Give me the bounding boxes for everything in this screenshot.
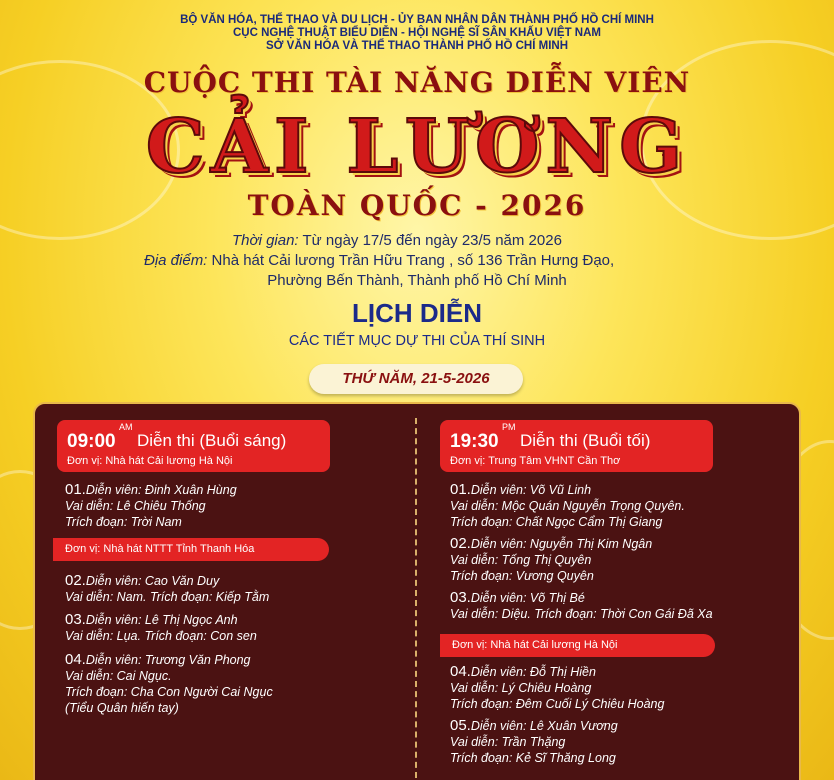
entry-excerpt: Trích đoạn: Chất Ngọc Cẩm Thị Giang bbox=[450, 515, 663, 529]
list-item bbox=[450, 590, 713, 622]
entry-excerpt: Trích đoạn: Đêm Cuối Lý Chiêu Hoàng bbox=[450, 697, 665, 711]
organizer-line-3: SỞ VĂN HÓA VÀ THỂ THAO THÀNH PHỐ HỒ CHÍ MINH bbox=[266, 40, 568, 52]
entry-note: (Tiểu Quân hiến tay) bbox=[65, 701, 179, 715]
organizer-line-2: CỤC NGHỆ THUẬT BIỂU DIỄN - HỘI NGHỆ SĨ SÂN KHẤU VIỆT NAM bbox=[232, 27, 601, 39]
list-item bbox=[65, 573, 269, 605]
entry-role: Vai diễn: Tống Thị Quyên bbox=[450, 553, 592, 567]
entry-number: 03. bbox=[65, 611, 86, 628]
entry-role: Vai diễn: Diệu. Trích đoạn: Thời Con Gái Đã Xa bbox=[450, 607, 713, 621]
place-label: Địa điểm: bbox=[144, 252, 208, 269]
entry-number: 02. bbox=[65, 572, 86, 589]
evening-session-header bbox=[440, 420, 713, 472]
entry-actor: Diễn viên: Lê Xuân Vương bbox=[470, 719, 618, 733]
unit-bar: Đơn vị: Nhà hát Cải lương Hà Nội bbox=[440, 634, 715, 657]
place-info bbox=[144, 250, 614, 271]
session-unit: Đơn vị: Trung Tâm VHNT Cần Thơ bbox=[450, 455, 621, 467]
list-item bbox=[450, 664, 664, 712]
session-unit: Đơn vị: Nhà hát Cải lương Hà Nội bbox=[67, 455, 233, 467]
session-time: 09:00 bbox=[67, 431, 116, 452]
list-item bbox=[450, 482, 685, 530]
unit-bar: Đơn vị: Nhà hát NTTT Tỉnh Thanh Hóa bbox=[53, 538, 329, 561]
time-info bbox=[232, 230, 562, 251]
list-item bbox=[450, 718, 618, 766]
list-item bbox=[65, 612, 257, 644]
list-item bbox=[65, 482, 237, 530]
session-ampm: PM bbox=[502, 422, 516, 432]
time-label: Thời gian: bbox=[232, 232, 299, 249]
entry-number: 01. bbox=[450, 481, 471, 498]
entry-number: 04. bbox=[65, 651, 86, 668]
entry-excerpt: Trích đoạn: Kẻ Sĩ Thăng Long bbox=[450, 751, 616, 765]
schedule-heading: LỊCH DIỄN bbox=[352, 298, 482, 328]
morning-session-header bbox=[57, 420, 330, 472]
schedule-subheading: CÁC TIẾT MỤC DỰ THI CỦA THÍ SINH bbox=[288, 333, 546, 349]
entry-actor: Diễn viên: Lê Thị Ngọc Anh bbox=[85, 613, 238, 627]
contest-subtitle: TOÀN QUỐC - 2026 bbox=[247, 189, 587, 222]
session-title: Diễn thi (Buổi sáng) bbox=[137, 431, 287, 450]
place-value: Nhà hát Cải lương Trần Hữu Trang , số 136 Trần Hưng Đạo, bbox=[211, 252, 615, 269]
entry-actor: Diễn viên: Võ Thị Bé bbox=[470, 591, 585, 605]
entry-role: Vai diễn: Trần Thặng bbox=[450, 735, 566, 749]
entry-actor: Diễn viên: Trương Văn Phong bbox=[85, 653, 251, 667]
time-value: Từ ngày 17/5 đến ngày 23/5 năm 2026 bbox=[302, 232, 562, 249]
entry-role: Vai diễn: Lụa. Trích đoạn: Con sen bbox=[65, 629, 257, 643]
entry-role: Vai diễn: Lý Chiêu Hoàng bbox=[450, 681, 592, 695]
entry-number: 01. bbox=[65, 481, 86, 498]
entry-actor: Diễn viên: Đinh Xuân Hùng bbox=[85, 483, 237, 497]
list-item bbox=[450, 536, 652, 584]
entry-number: 05. bbox=[450, 717, 471, 734]
entry-actor: Diễn viên: Nguyễn Thị Kim Ngân bbox=[470, 537, 653, 551]
session-ampm: AM bbox=[119, 422, 133, 432]
contest-main-title: CẢI LƯƠNG bbox=[145, 104, 689, 190]
list-item bbox=[65, 652, 273, 716]
entry-excerpt: Trích đoạn: Cha Con Người Cai Ngục bbox=[65, 685, 273, 699]
entry-excerpt: Trích đoạn: Vương Quyên bbox=[450, 569, 594, 583]
entry-number: 03. bbox=[450, 589, 471, 606]
entry-actor: Diễn viên: Cao Văn Duy bbox=[85, 574, 220, 588]
day-badge: THỨ NĂM, 21-5-2026 bbox=[309, 364, 523, 394]
entry-actor: Diễn viên: Đỗ Thị Hiền bbox=[470, 665, 596, 679]
column-divider bbox=[415, 418, 417, 778]
contest-title: CUỘC THI TÀI NĂNG DIỄN VIÊN bbox=[143, 66, 691, 99]
session-title: Diễn thi (Buổi tối) bbox=[520, 431, 651, 450]
entry-actor: Diễn viên: Võ Vũ Linh bbox=[470, 483, 592, 497]
session-time: 19:30 bbox=[450, 431, 499, 452]
entry-excerpt: Trích đoạn: Trời Nam bbox=[65, 515, 182, 529]
entry-number: 02. bbox=[450, 535, 471, 552]
entry-role: Vai diễn: Mộc Quán Nguyễn Trọng Quyên. bbox=[450, 499, 685, 513]
organizer-line-1: BỘ VĂN HÓA, THỂ THAO VÀ DU LỊCH - ỦY BAN NHÂN DÂN THÀNH PHỐ HỒ CHÍ MINH bbox=[180, 14, 654, 26]
entry-number: 04. bbox=[450, 663, 471, 680]
entry-role: Vai diễn: Cai Ngục. bbox=[65, 669, 172, 683]
entry-role: Vai diễn: Lê Chiêu Thống bbox=[65, 499, 206, 513]
entry-role: Vai diễn: Nam. Trích đoạn: Kiếp Tằm bbox=[65, 590, 270, 604]
place-value-line-2: Phường Bến Thành, Thành phố Hồ Chí Minh bbox=[267, 272, 567, 289]
